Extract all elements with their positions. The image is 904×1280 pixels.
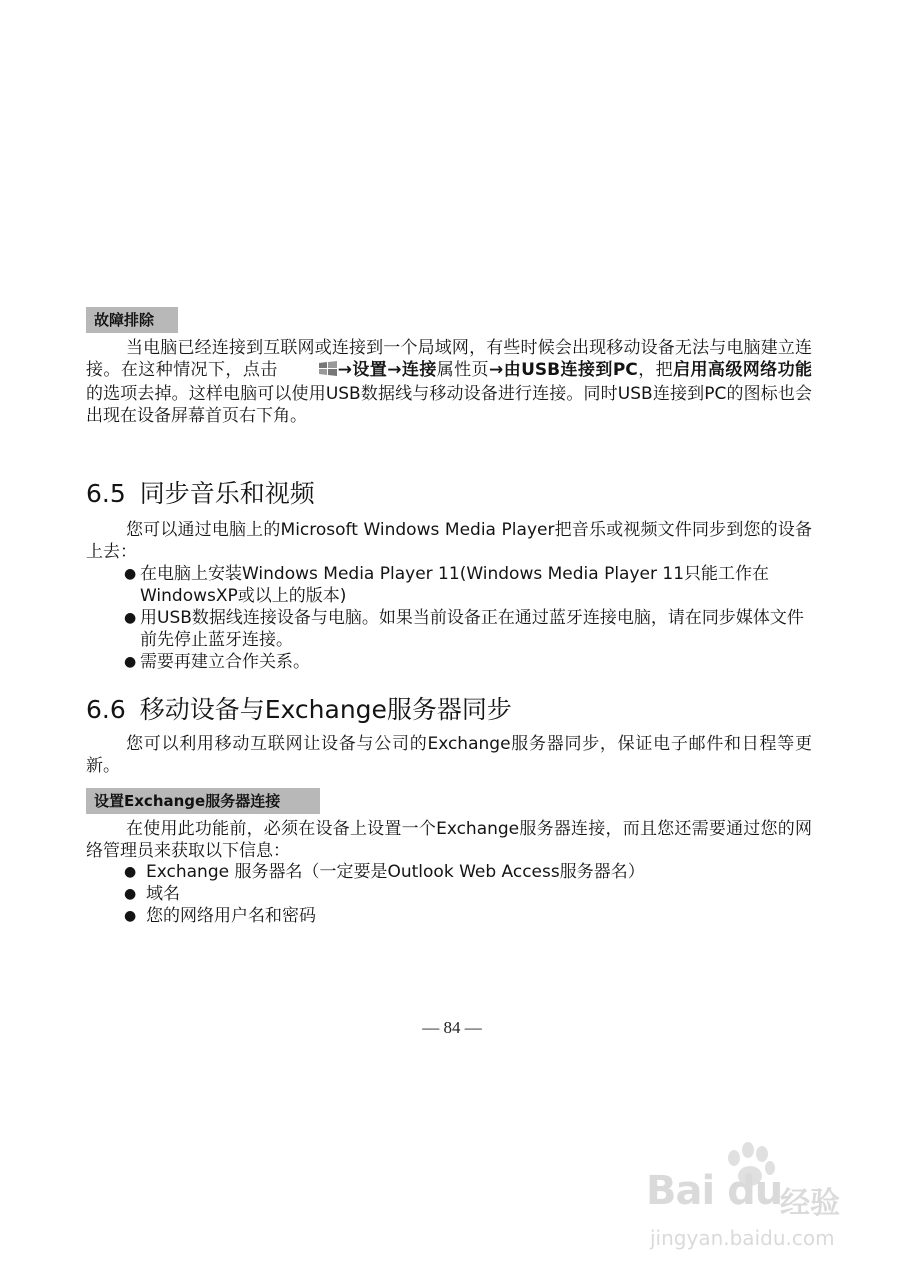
section-6-5-title <box>86 478 315 510</box>
baidu-jingyan-watermark <box>640 1140 890 1270</box>
page-number: — 84 — <box>422 1018 482 1037</box>
section-6-5-number: 6.5 <box>86 479 126 508</box>
list-item: ● 域名 <box>124 883 814 905</box>
exchange-setup-heading: 设置Exchange服务器连接 <box>86 788 320 814</box>
section-6-5-list <box>124 563 814 673</box>
settings-label: 设置 <box>351 360 388 380</box>
tab-label: 属性页 <box>436 360 490 380</box>
section-6-6-number: 6.6 <box>86 695 126 724</box>
watermark-brand: Bai du <box>646 1168 783 1214</box>
troubleshoot-paragraph <box>86 337 812 427</box>
section-6-6-heading: 移动设备与Exchange服务器同步 <box>139 695 512 724</box>
arrow-3: → <box>489 360 504 380</box>
troubleshoot-text-1: 当电脑已经连接到互联网或连接到一个局域网，有些时候会出现移动设备无法与电脑建立连接。在这种情况下，点击 <box>86 338 812 380</box>
usb-to-pc-label: 由USB连接到PC <box>503 360 638 380</box>
list-item: ● 需要再建立合作关系。 <box>124 651 814 673</box>
arrow-2: → <box>387 360 402 380</box>
watermark-cn: 经验 <box>780 1186 840 1221</box>
list-item: ● 在电脑上安装Windows Media Player 11(Windows Media Player 11只能工作在WindowsXP或以上的版本) <box>124 563 814 607</box>
comma-text: ，把 <box>637 360 674 380</box>
exchange-info-list <box>124 861 814 927</box>
connections-label: 连接 <box>401 360 437 380</box>
section-6-5-intro: 您可以通过电脑上的Microsoft Windows Media Player把音乐或视频文件同步到您的设备上去： <box>86 520 812 562</box>
list-item: ● 用USB数据线连接设备与电脑。如果当前设备正在通过蓝牙连接电脑，请在同步媒体文件前先停止蓝牙连接。 <box>124 607 814 651</box>
windows-start-icon <box>278 360 338 383</box>
list-item: ● 您的网络用户名和密码 <box>124 905 814 927</box>
section-6-6-title <box>86 694 512 726</box>
enable-advanced-network-label: 启用高级网络功能 <box>673 360 813 380</box>
section-6-6-intro: 您可以利用移动互联网让设备与公司的Exchange服务器同步，保证电子邮件和日程等更新。 <box>86 734 812 776</box>
watermark-url: jingyan.baidu.com <box>650 1226 835 1250</box>
list-item: ● Exchange 服务器名（一定要是Outlook Web Access服务器名） <box>124 861 814 883</box>
troubleshoot-text-2: 的选项去掉。这样电脑可以使用USB数据线与移动设备进行连接。同时USB连接到PC的图标也会出现在设备屏幕首页右下角。 <box>86 384 812 426</box>
troubleshoot-heading: 故障排除 <box>86 307 178 333</box>
exchange-setup-paragraph: 在使用此功能前，必须在设备上设置一个Exchange服务器连接，而且您还需要通过您的网络管理员来获取以下信息： <box>86 819 812 861</box>
section-6-5-heading: 同步音乐和视频 <box>139 479 315 508</box>
arrow-1: → <box>337 360 352 380</box>
